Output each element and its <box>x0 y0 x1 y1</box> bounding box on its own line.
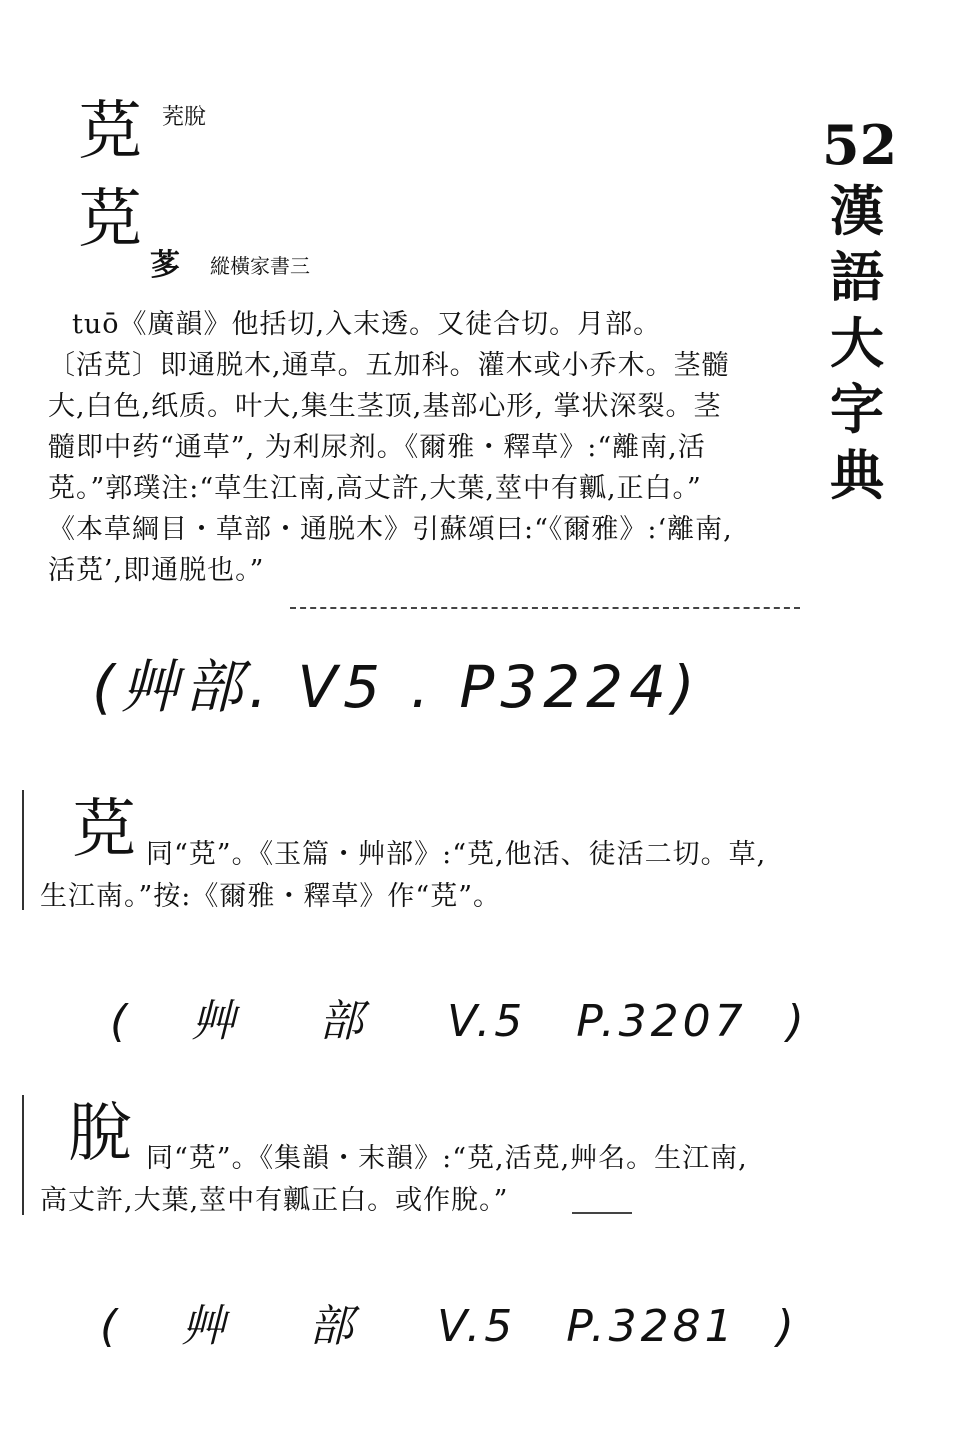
entry3-line: 同“莌”。《集韻・末韻》:“莌,活莌,艸名。生江南, <box>146 1143 748 1174</box>
entry1-headword: 莌 <box>78 95 142 169</box>
entry1-headword-variant: 莌 <box>78 183 142 257</box>
entry1-line: 髓即中药“通草”, 为利尿剂。《爾雅・釋草》:“離南,活 <box>48 432 706 463</box>
ref-radical: 艸 <box>181 1301 230 1352</box>
entry1-handwritten-ref: (艸部. V5 . P3224) <box>92 653 701 721</box>
entry2-line: 同“莌”。《玉篇・艸部》:“莌,他活、徒活二切。草, <box>146 839 767 870</box>
entry1-line: 活莌’,即通脱也。” <box>48 555 265 586</box>
ref-page: P.3207 <box>576 996 747 1047</box>
entry2-headword: 莌 <box>72 793 136 867</box>
ref-paren: ( <box>100 1301 122 1352</box>
entry1-line: 《本草綱目・草部・通脱木》引蘇頌曰:“《爾雅》:‘離南, <box>48 514 733 545</box>
side-title-char: 典 <box>830 443 884 507</box>
ref-volume: V.5 <box>437 1301 517 1352</box>
side-title-char: 漢 <box>830 179 884 243</box>
ref-bu: 部 <box>319 996 368 1047</box>
dictionary-side-title <box>822 112 898 508</box>
side-title-char: 大 <box>830 311 884 375</box>
entry1-line: 〔活莌〕即通脱木,通草。五加科。灌木或小乔木。茎髓 <box>48 350 730 381</box>
ref-volume: V.5 <box>447 996 527 1047</box>
margin-mark <box>22 790 24 910</box>
ref-page: P.3281 <box>566 1301 737 1352</box>
ref-paren: ) <box>786 996 808 1047</box>
side-title-char: 語 <box>830 245 884 309</box>
ref-paren: ) <box>776 1301 798 1352</box>
entry2-line: 生江南。”按:《爾雅・釋草》作“莌”。 <box>40 881 502 912</box>
side-title-char: 字 <box>830 377 884 441</box>
volume-label: 52 <box>822 113 898 177</box>
entry1-related-chars: 茺脫 <box>162 105 207 130</box>
entry2-handwritten-ref <box>110 985 808 1049</box>
ref-paren: ( <box>110 996 132 1047</box>
entry1-ancient-source: 縱橫家書三 <box>210 254 310 278</box>
entry3-line: 高丈許,大葉,莖中有瓤正白。或作脫。” <box>40 1185 509 1216</box>
entry1-line: 莌。”郭璞注:“草生江南,高丈許,大葉,莖中有瓤,正白。” <box>48 473 702 504</box>
entry1-line: 大,白色,纸质。叶大,集生茎顶,基部心形, 掌状深裂。茎 <box>48 391 722 422</box>
ref-radical: 艸 <box>191 996 240 1047</box>
margin-mark <box>22 1095 24 1215</box>
entry3-handwritten-ref <box>100 1290 800 1354</box>
section-divider <box>290 607 800 609</box>
line-end-mark <box>572 1212 632 1214</box>
ref-bu: 部 <box>309 1301 358 1352</box>
entry1-line: tuō《廣韻》他括切,入末透。又徒合切。月部。 <box>72 309 662 340</box>
entry1-ancient-form: 茤 <box>150 248 180 283</box>
entry3-headword: 脫 <box>68 1097 132 1171</box>
